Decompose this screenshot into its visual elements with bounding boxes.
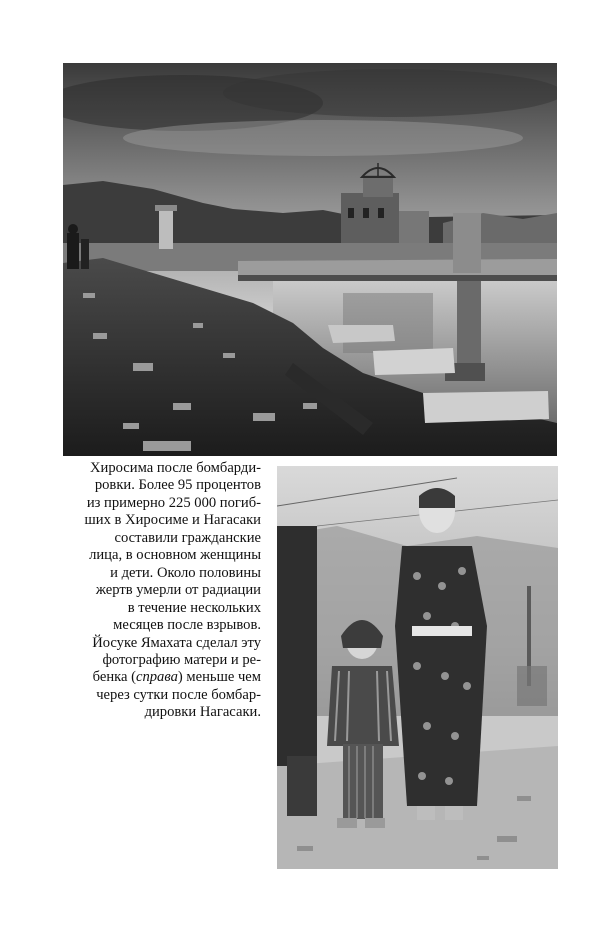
caption-line: месяцев после взрывов. <box>113 617 261 634</box>
caption-line: дировки Нагасаки. <box>144 704 261 721</box>
caption-line: ших в Хиросиме и Нагасаки <box>84 512 261 529</box>
caption-text: бенка ( <box>92 669 136 686</box>
caption-text: ) меньше чем <box>177 669 261 686</box>
caption-line <box>63 669 261 686</box>
caption-line: фотографию матери и ре- <box>102 651 261 668</box>
caption-line: лица, в основном женщины <box>89 547 261 564</box>
caption-line: ровки. Более 95 процентов <box>94 477 261 494</box>
caption-line: и дети. Около половины <box>110 564 261 581</box>
hiroshima-ruins-photo <box>63 63 557 456</box>
caption-line: в течение нескольких <box>127 599 261 616</box>
caption-line: через сутки после бомбар- <box>96 686 261 703</box>
caption-line: жертв умерли от радиации <box>95 582 261 599</box>
caption-italic-text: справа <box>135 669 178 686</box>
caption-line: составили гражданские <box>114 529 261 546</box>
caption-line: Хиросима после бомбарди- <box>90 460 261 476</box>
mother-child-photo <box>277 466 558 869</box>
caption-line: из примерно 225 000 погиб- <box>86 494 261 511</box>
photo-caption <box>63 460 261 722</box>
caption-line: Йосуке Ямахата сделал эту <box>92 634 261 651</box>
